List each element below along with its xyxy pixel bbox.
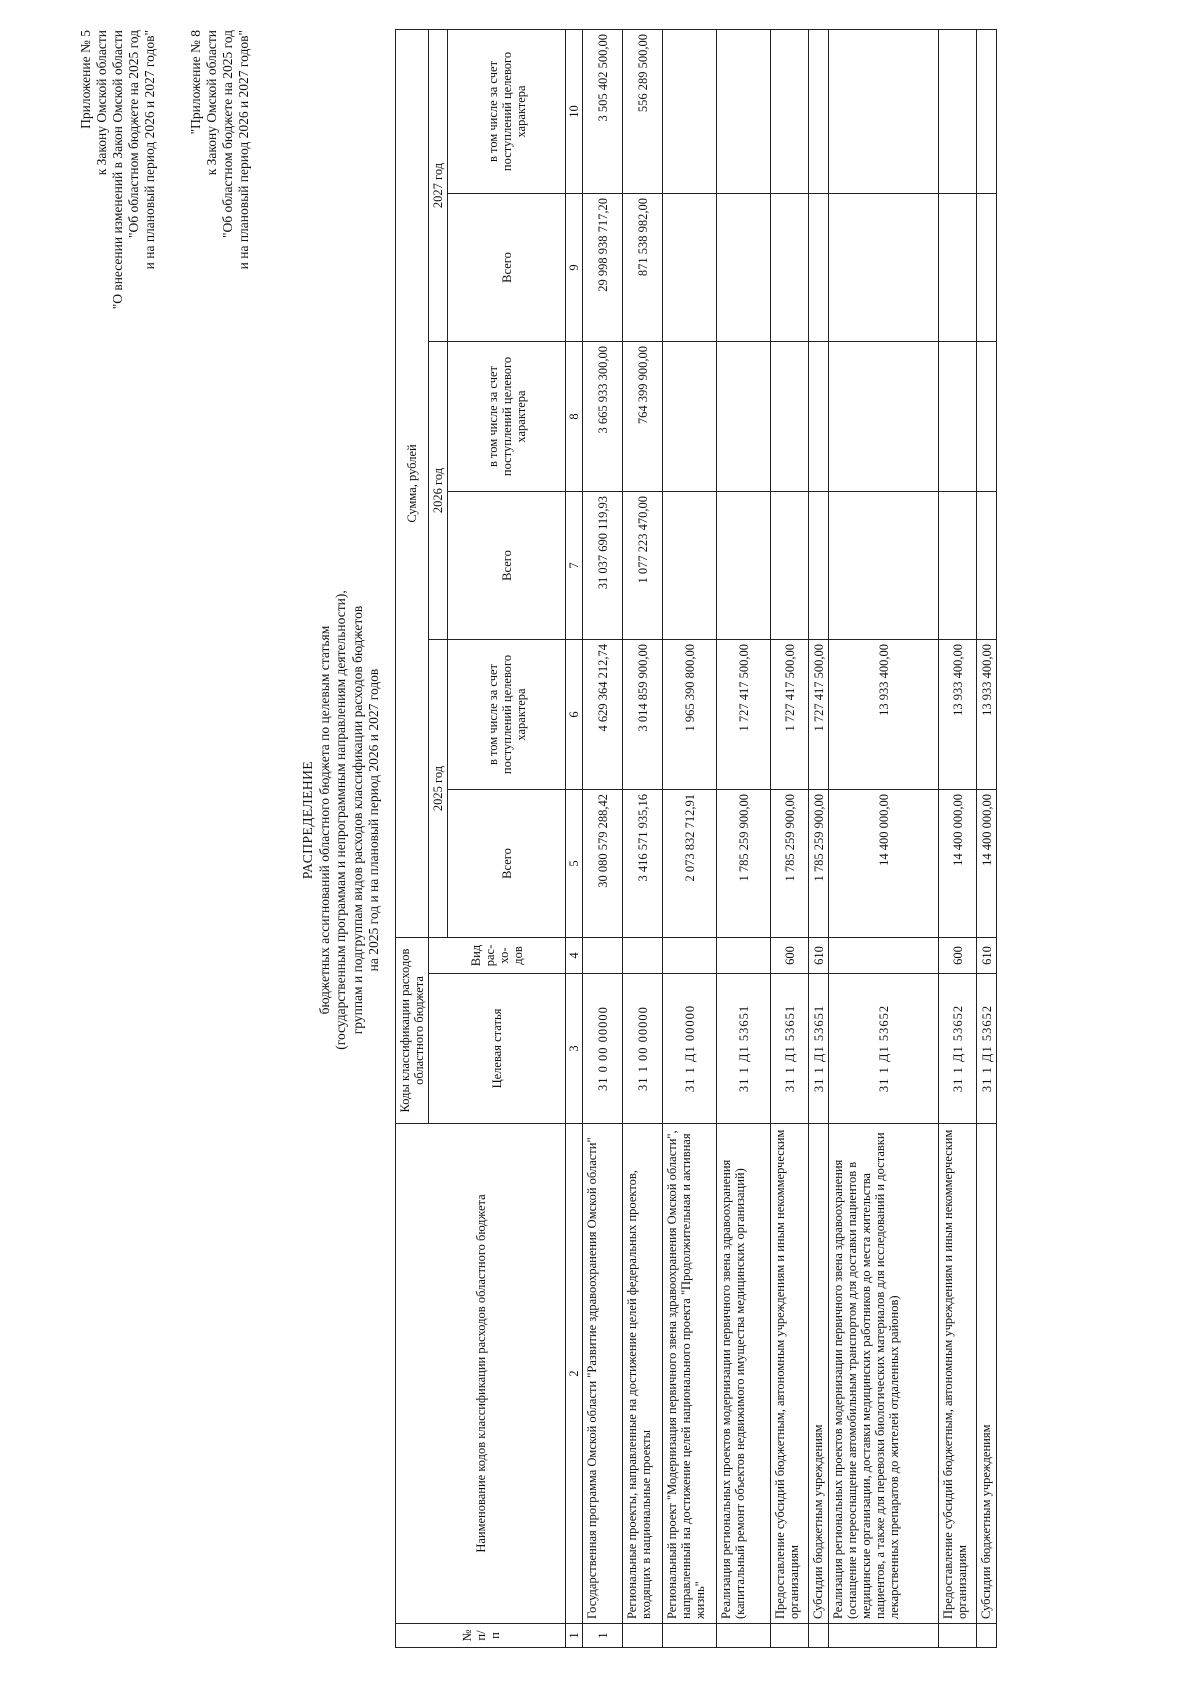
header-incl-2027: в том числе за счет поступлений целевого характера [448,29,566,193]
cell-total-2026: 1 077 223 470,00 [623,492,663,640]
cell-incl-2026 [829,342,939,492]
cell-kind [717,938,771,974]
cell-name: Реализация региональных проектов модернизации первичного звена здравоохранения (оснащение и переоснащение автомобильным транспортом для доставки пациентов в медицинские организации, доставки медицинских работников до места жительства пациентов, а также для перевозки биологических материалов для исследований и доставки лекарственных препаратов до жителей отдаленных районов) [829,1124,939,1624]
cell-total-2027 [717,194,771,342]
cell-incl-2027: 556 289 500,00 [623,29,663,193]
cell-incl-2026: 764 399 900,00 [623,342,663,492]
column-index-row [566,29,583,1647]
header-name: Наименование кодов классификации расходов областного бюджета [396,1124,566,1624]
cell-incl-2025: 13 933 400,00 [939,640,977,790]
cell-incl-2027 [829,29,939,193]
cell-target: 31 1 Д1 00000 [663,974,717,1124]
cell-kind: 610 [809,938,829,974]
cell-total-2026: 31 037 690 119,93 [583,492,623,640]
table-row [977,29,997,1647]
cell-total-2026 [663,492,717,640]
column-index: 6 [566,640,583,790]
cell-total-2026 [977,492,997,640]
appendix-line: и на плановый период 2026 и 2027 годов" [236,30,251,270]
cell-total-2025: 2 073 832 712,91 [663,790,717,938]
cell-kind [583,938,623,974]
title-line: на 2025 год и на плановый период 2026 и 2027 годов [366,668,381,972]
column-index: 2 [566,1124,583,1624]
table-row [829,29,939,1647]
column-index: 1 [566,1624,583,1648]
cell-name: Субсидии бюджетным учреждениям [977,1124,997,1624]
cell-total-2027 [663,194,717,342]
cell-incl-2027 [771,29,809,193]
cell-target: 31 1 Д1 53652 [977,974,997,1124]
cell-incl-2027: 3 505 402 500,00 [583,29,623,193]
cell-total-2025: 14 400 000,00 [829,790,939,938]
header-codes: Коды классификации расходов областного бюджета [396,938,429,1124]
title-line: бюджетных ассигнований областного бюджета по целевым статьям [316,625,332,1015]
column-index: 3 [566,974,583,1124]
header-total-2026: Всего [448,492,566,640]
header-num: № п/п [396,1624,566,1648]
cell-incl-2026 [809,342,829,492]
cell-kind [663,938,717,974]
document-title [300,440,383,1200]
cell-total-2025: 3 416 571 935,16 [623,790,663,938]
cell-incl-2026: 3 665 933 300,00 [583,342,623,492]
appendix-8-heading [188,30,252,360]
appendix-line: "О внесении изменений в Закон Омской области [110,30,125,310]
cell-target: 31 1 00 00000 [623,974,663,1124]
appendix-line: "Приложение № 8 [188,30,203,135]
cell-total-2025: 14 400 000,00 [939,790,977,938]
cell-kind: 600 [939,938,977,974]
header-target: Целевая статья [429,974,566,1124]
title-line: (государственным программам и непрограммным направлениям деятельности), [333,590,348,1050]
cell-name: Предоставление субсидий бюджетным, автономным учреждениям и иным некоммерческим организациям [771,1124,809,1624]
cell-total-2026 [939,492,977,640]
table-row [623,29,663,1647]
cell-total-2027 [809,194,829,342]
cell-total-2025: 1 785 259 900,00 [809,790,829,938]
column-index: 4 [566,938,583,974]
appendix-5-heading [78,30,158,360]
appendix-line: "Об областном бюджете на 2025 год [126,30,141,238]
cell-name: Субсидии бюджетным учреждениям [809,1124,829,1624]
cell-target: 31 1 Д1 53651 [771,974,809,1124]
cell-total-2025: 1 785 259 900,00 [771,790,809,938]
cell-num [623,1624,663,1648]
cell-name: Региональный проект "Модернизация первичного звена здравоохранения Омской области", направленный на достижение целей национального проекта "Продолжительная и активная жизнь" [663,1124,717,1624]
appendix-line: и на плановый период 2026 и 2027 годов" [142,30,157,270]
column-index: 10 [566,29,583,193]
cell-num [809,1624,829,1648]
cell-total-2026 [771,492,809,640]
cell-total-2025: 1 785 259 900,00 [717,790,771,938]
cell-incl-2026 [771,342,809,492]
cell-kind: 610 [977,938,997,974]
cell-total-2026 [829,492,939,640]
cell-incl-2026 [663,342,717,492]
column-index: 5 [566,790,583,938]
cell-num [829,1624,939,1648]
cell-name: Реализация региональных проектов модернизации первичного звена здравоохранения (капитальный ремонт объектов недвижимого имущества медицинских организаций) [717,1124,771,1624]
header-incl-2025: в том числе за счет поступлений целевого характера [448,640,566,790]
budget-table [395,29,997,1648]
cell-name: Региональные проекты, направленные на достижение целей федеральных проектов, входящих в национальные проекты [623,1124,663,1624]
appendix-line: Приложение № 5 [78,30,93,129]
cell-target: 31 1 Д1 53652 [829,974,939,1124]
cell-kind [829,938,939,974]
header-incl-2026: в том числе за счет поступлений целевого характера [448,342,566,492]
cell-total-2027: 29 998 938 717,20 [583,194,623,342]
cell-incl-2026 [717,342,771,492]
appendix-line: к Закону Омской области [94,30,109,176]
cell-incl-2025: 1 727 417 500,00 [771,640,809,790]
cell-target: 31 1 Д1 53651 [809,974,829,1124]
cell-target: 31 1 Д1 53651 [717,974,771,1124]
cell-incl-2025: 1 727 417 500,00 [809,640,829,790]
cell-total-2026 [809,492,829,640]
cell-num [939,1624,977,1648]
cell-incl-2027 [809,29,829,193]
cell-num: 1 [583,1624,623,1648]
title-line: группам и подгруппам видов расходов классификации расходов бюджетов [349,605,365,1035]
cell-total-2027 [939,194,977,342]
header-total-2027: Всего [448,194,566,342]
cell-name: Государственная программа Омской области "Развитие здравоохранения Омской области" [583,1124,623,1624]
table-row [809,29,829,1647]
cell-incl-2025: 13 933 400,00 [829,640,939,790]
cell-num [717,1624,771,1648]
cell-kind: 600 [771,938,809,974]
header-kind: Вид рас-хо-дов [429,938,566,974]
column-index: 9 [566,194,583,342]
cell-num [771,1624,809,1648]
cell-incl-2025: 3 014 859 900,00 [623,640,663,790]
cell-incl-2026 [977,342,997,492]
cell-total-2025: 30 080 579 288,42 [583,790,623,938]
table-row [771,29,809,1647]
table-row [717,29,771,1647]
header-year-2025: 2025 год [429,640,448,938]
column-index: 7 [566,492,583,640]
header-year-2027: 2027 год [429,29,448,341]
cell-incl-2027 [663,29,717,193]
cell-total-2027 [829,194,939,342]
cell-incl-2026 [939,342,977,492]
cell-incl-2027 [977,29,997,193]
cell-total-2027 [977,194,997,342]
cell-num [977,1624,997,1648]
cell-target: 31 1 Д1 53652 [939,974,977,1124]
appendix-line: "Об областном бюджете на 2025 год [220,30,235,238]
cell-total-2025: 14 400 000,00 [977,790,997,938]
cell-incl-2025: 13 933 400,00 [977,640,997,790]
cell-incl-2027 [717,29,771,193]
cell-total-2026 [717,492,771,640]
cell-kind [623,938,663,974]
cell-incl-2025: 1 727 417 500,00 [717,640,771,790]
title-main: РАСПРЕДЕЛЕНИЕ [300,760,315,880]
cell-incl-2025: 4 629 364 212,74 [583,640,623,790]
table-row [663,29,717,1647]
cell-target: 31 0 00 00000 [583,974,623,1124]
cell-incl-2025: 1 965 390 800,00 [663,640,717,790]
header-sum: Сумма, рублей [396,29,429,937]
cell-total-2027 [771,194,809,342]
cell-num [663,1624,717,1648]
header-total-2025: Всего [448,790,566,938]
cell-total-2027: 871 538 982,00 [623,194,663,342]
cell-incl-2027 [939,29,977,193]
appendix-line: к Закону Омской области [204,30,219,176]
table-row [583,29,623,1647]
cell-name: Предоставление субсидий бюджетным, автономным учреждениям и иным некоммерческим организациям [939,1124,977,1624]
column-index: 8 [566,342,583,492]
header-year-2026: 2026 год [429,342,448,640]
table-row [939,29,977,1647]
